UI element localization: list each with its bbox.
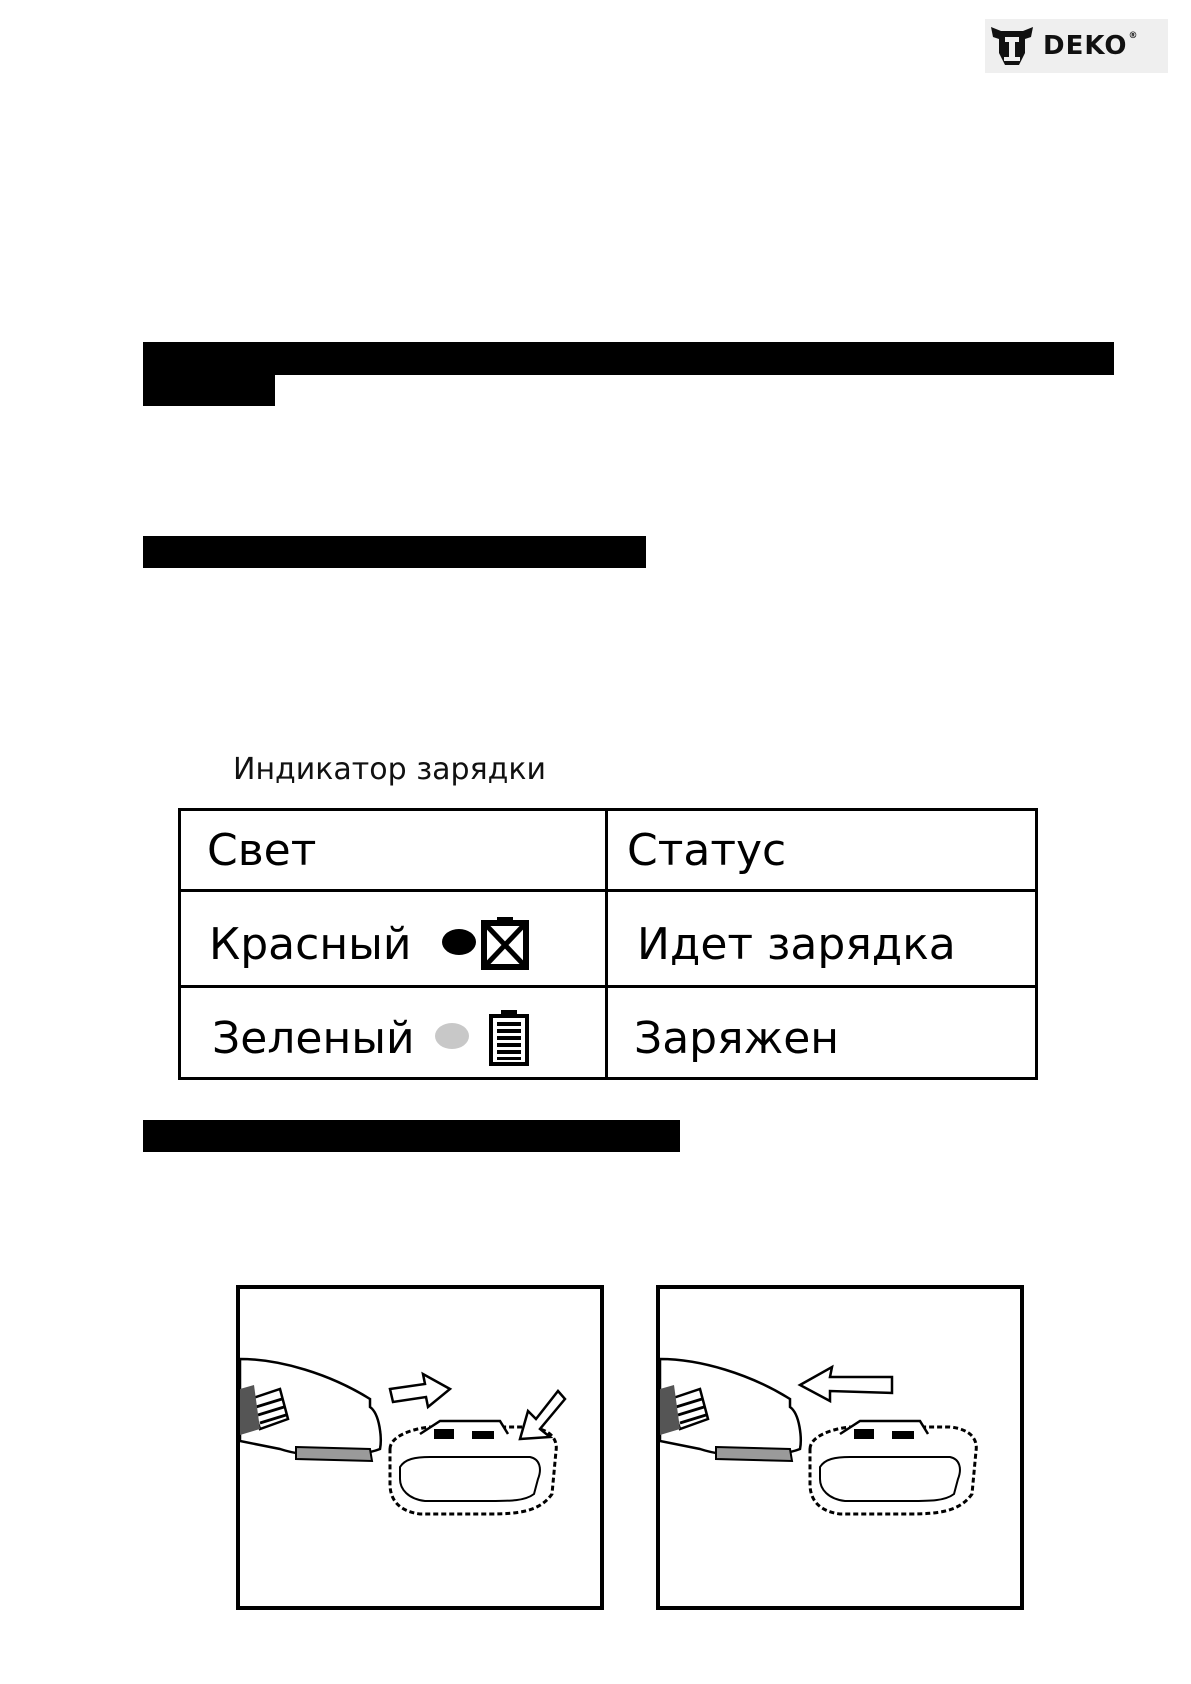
redacted-block [143,536,646,568]
row-status-charged: Заряжен [634,1013,840,1064]
bull-head-icon [987,21,1037,71]
header-light: Свет [207,825,317,876]
indicator-dot-green [434,1021,472,1051]
redacted-block [143,342,1114,375]
row-status-charging: Идет зарядка [637,919,956,970]
logo-text: DEKO® [1043,31,1139,61]
table-divider [181,889,1035,892]
battery-full-icon [488,1009,530,1067]
table-caption: Индикатор зарядки [233,752,546,787]
deko-logo [985,19,1168,73]
figure-insert-battery [236,1285,604,1610]
header-status: Статус [627,825,787,876]
battery-insert-illustration [240,1289,600,1606]
redacted-block [143,1120,680,1152]
indicator-dot-red [441,927,479,957]
table-divider [605,811,608,1077]
battery-remove-illustration [660,1289,1020,1606]
figure-remove-battery [656,1285,1024,1610]
battery-crossed-icon [479,915,533,971]
charging-indicator-table [178,808,1038,1080]
redacted-block [143,372,275,406]
row-light-red: Красный [209,919,412,970]
table-divider [181,985,1035,988]
registered-mark: ® [1128,31,1139,41]
row-light-green: Зеленый [212,1013,415,1064]
